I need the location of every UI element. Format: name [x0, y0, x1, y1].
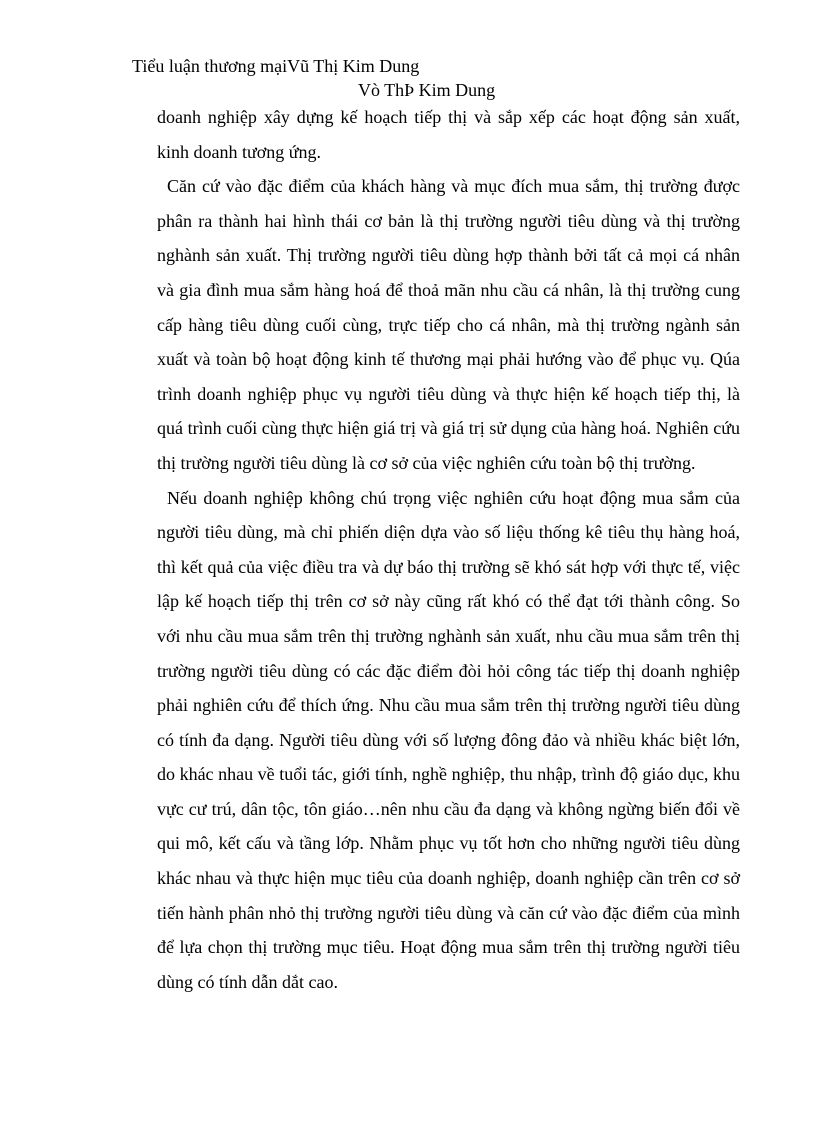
body-text — [157, 100, 740, 999]
paragraph-3: Nếu doanh nghiệp không chú trọng việc nghiên cứu hoạt động mua sắm của người tiêu dùng, mà chỉ phiến diện dựa vào số liệu thống kê tiêu thụ hàng hoá, thì kết quả của việc điều tra và dự báo thị trường sẽ khó sát hợp với thực tế, việc lập kế hoạch tiếp thị trên cơ sở này cũng rất khó có thể đạt tới thành công. So với nhu cầu mua sắm trên thị trường nghành sản xuất, nhu cầu mua sắm trên thị trường người tiêu dùng có các đặc điểm đòi hỏi công tác tiếp thị doanh nghiệp phải nghiên cứu để thích ứng. Nhu cầu mua sắm trên thị trường người tiêu dùng có tính đa dạng. Người tiêu dùng với số lượng đông đảo và nhiều khác biệt lớn, do khác nhau về tuổi tác, giới tính, nghề nghiệp, thu nhập, trình độ giáo dục, khu vực cư trú, dân tộc, tôn giáo…nên nhu cầu đa dạng và không ngừng biến đổi về qui mô, kết cấu và tầng lớp. Nhằm phục vụ tốt hơn cho những người tiêu dùng khác nhau và thực hiện mục tiêu của doanh nghiệp, doanh nghiệp cần trên cơ sở tiến hành phân nhỏ thị trường người tiêu dùng và căn cứ vào đặc điểm của mình để lựa chọn thị trường mục tiêu. Hoạt động mua sắm trên thị trường người tiêu dùng có tính dẫn dắt cao. — [157, 487, 740, 992]
running-header-author: Vò ThÞ Kim Dung — [358, 80, 496, 100]
paragraph-1: doanh nghiệp xây dựng kế hoạch tiếp thị và sắp xếp các hoạt động sản xuất, kinh doanh tương ứng. — [157, 107, 740, 162]
running-header-title: Tiểu luận thương mạiVũ Thị Kim Dung — [132, 56, 420, 76]
paragraph-2: Căn cứ vào đặc điểm của khách hàng và mục đích mua sắm, thị trường được phân ra thành hai hình thái cơ bản là thị trường người tiêu dùng và thị trường nghành sản xuất. Thị trường người tiêu dùng hợp thành bởi tất cả mọi cá nhân và gia đình mua sắm hàng hoá để thoả mãn nhu cầu cá nhân, là thị trường cung cấp hàng tiêu dùng cuối cùng, trực tiếp cho cá nhân, mà thị trường ngành sản xuất và toàn bộ hoạt động kinh tế thương mại phải hướng vào để phục vụ. Qúa trình doanh nghiệp phục vụ người tiêu dùng và thực hiện kế hoạch tiếp thị, là quá trình cuối cùng thực hiện giá trị và giá trị sử dụng của hàng hoá. Nghiên cứu thị trường người tiêu dùng là cơ sở của việc nghiên cứu toàn bộ thị trường. — [157, 176, 740, 473]
